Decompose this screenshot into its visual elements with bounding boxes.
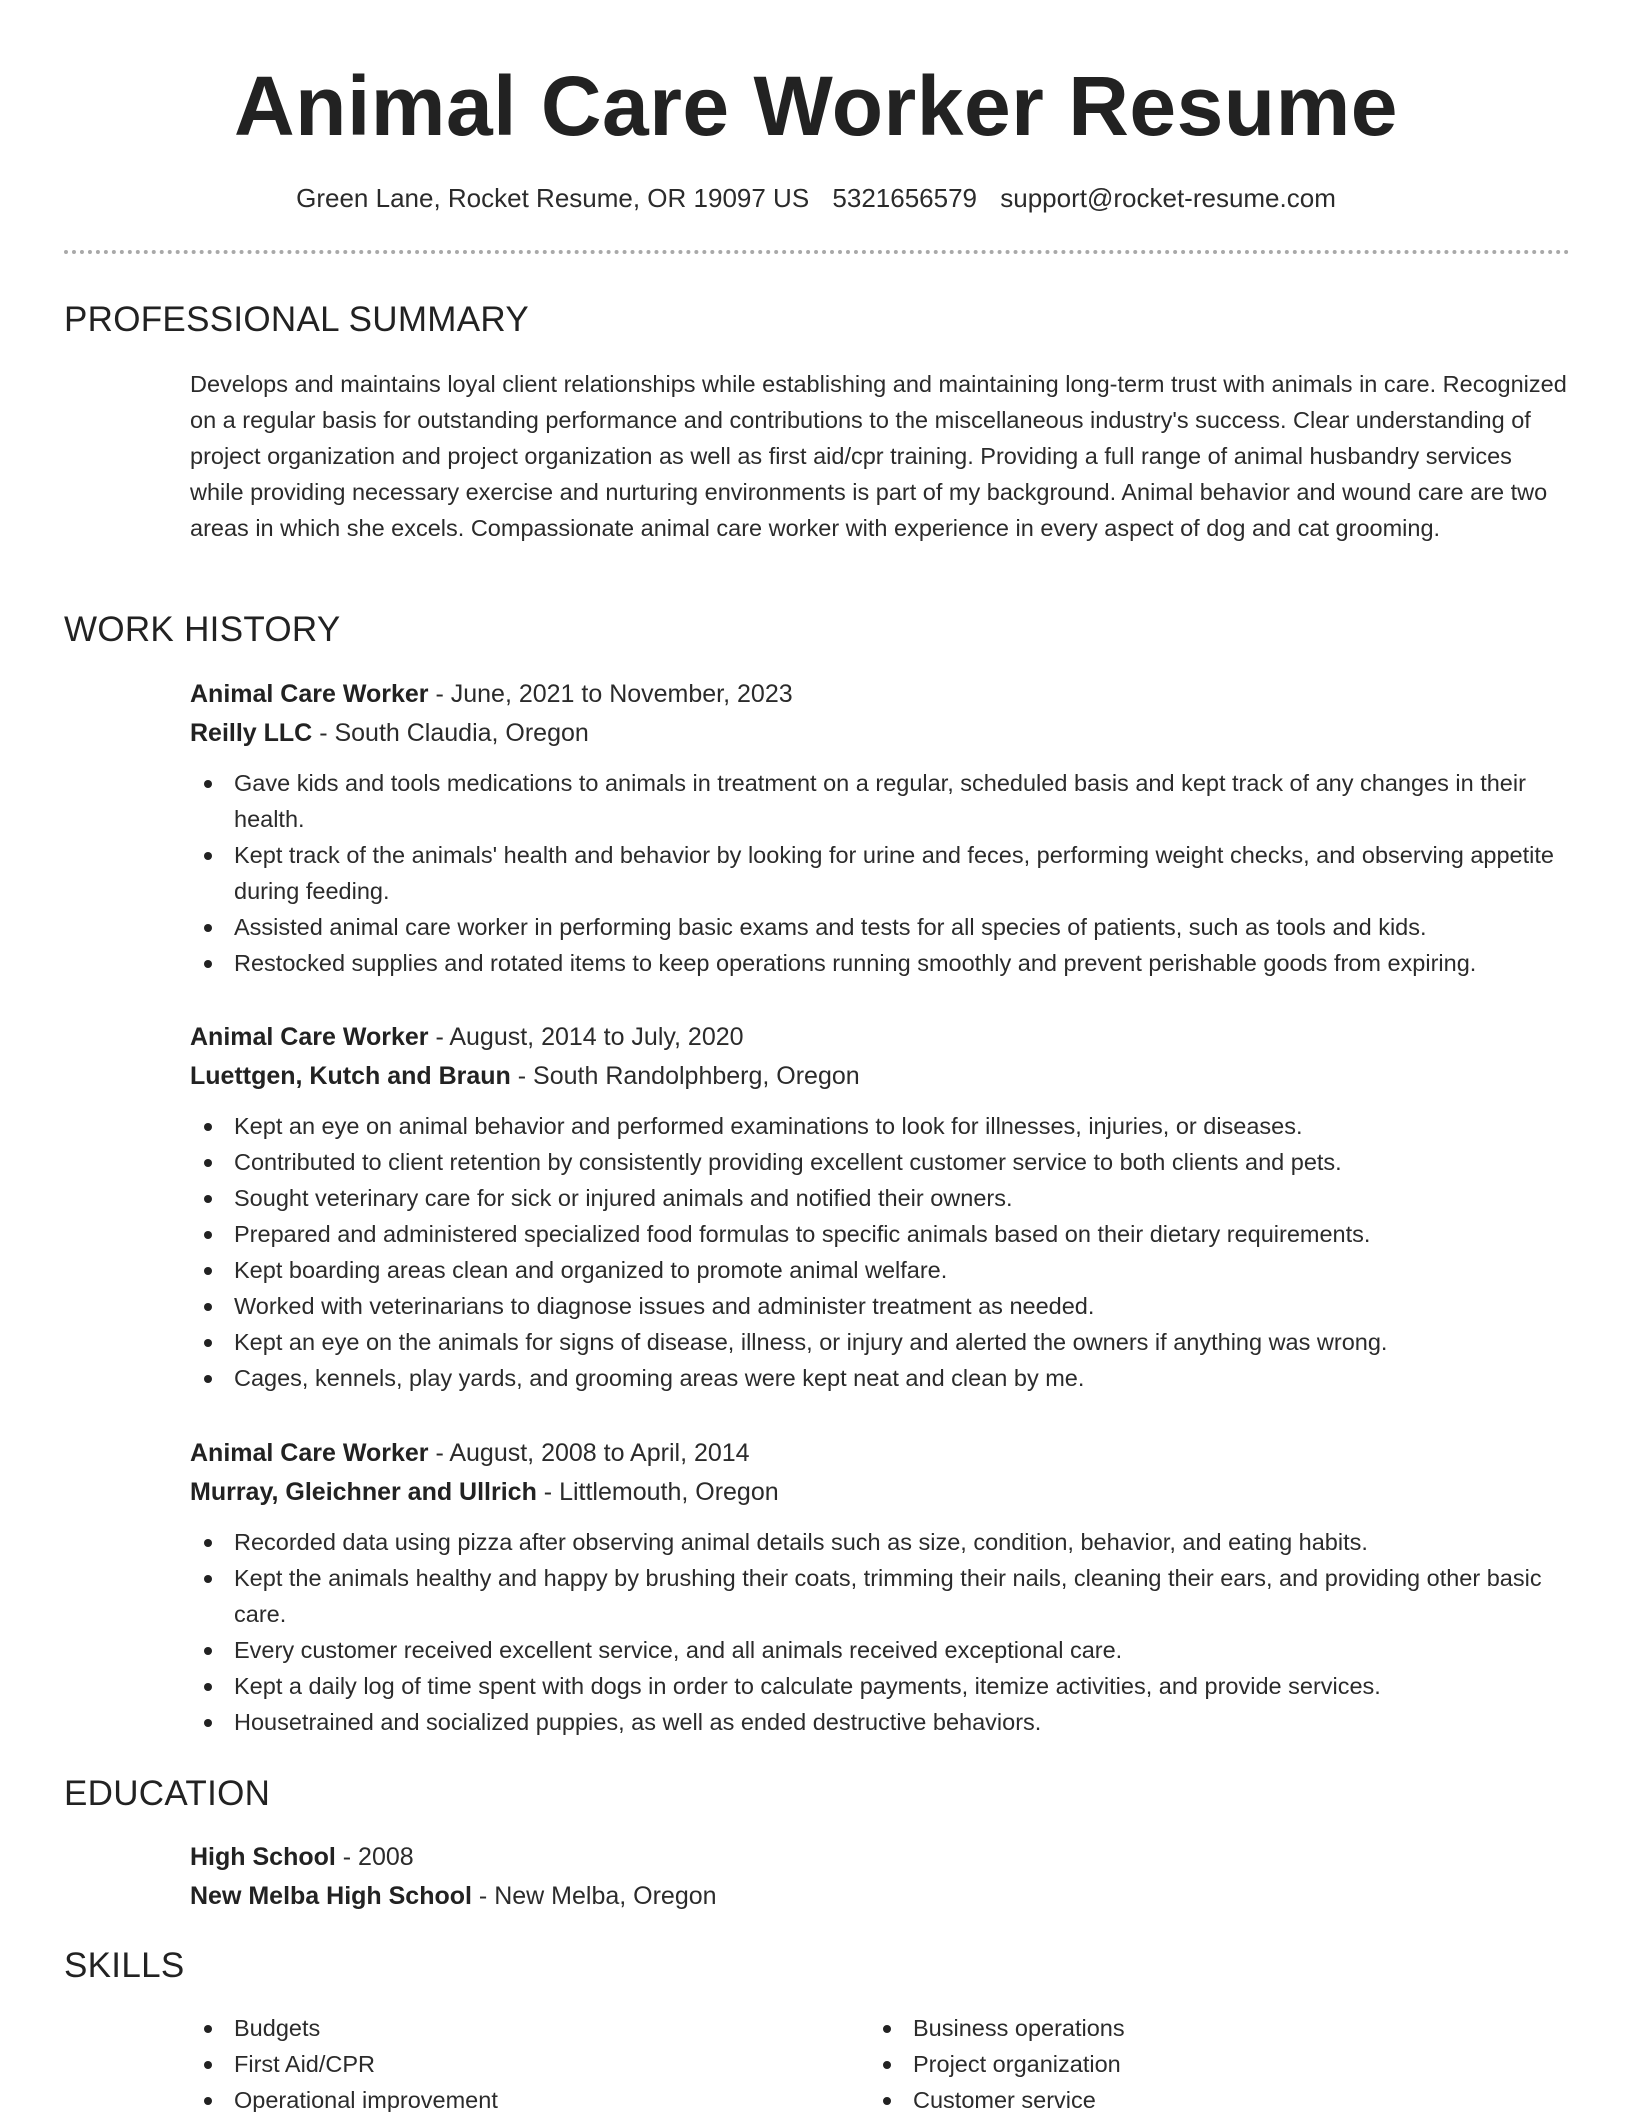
skills-list-right — [869, 2010, 1469, 2112]
job-company-line — [190, 1057, 1580, 1096]
education-location: - New Melba, Oregon — [471, 1882, 717, 1910]
job-title-line — [190, 1434, 1580, 1473]
header-divider — [64, 250, 1570, 254]
job-bullet: Cages, kennels, play yards, and grooming areas were kept neat and clean by me. — [190, 1360, 1580, 1396]
skill-item: Operational improvement — [190, 2082, 790, 2112]
job-dates: - August, 2014 to July, 2020 — [428, 1023, 744, 1051]
skill-item: Project organization — [869, 2046, 1469, 2082]
education-degree-line — [190, 1838, 1580, 1877]
job-title-line — [190, 1018, 1580, 1057]
job-bullet: Kept track of the animals' health and behavior by looking for urine and feces, performing weight checks, and observing appetite during feeding. — [190, 837, 1580, 909]
job-bullet: Sought veterinary care for sick or injured animals and notified their owners. — [190, 1180, 1580, 1216]
contact-phone: 5321656579 — [832, 183, 978, 213]
section-title-work-history: WORK HISTORY — [64, 610, 341, 649]
job-entry — [190, 675, 1580, 981]
job-company: Reilly LLC — [190, 719, 313, 747]
skills-list-left — [190, 2010, 790, 2112]
job-entry — [190, 1434, 1580, 1740]
job-bullet: Kept a daily log of time spent with dogs in order to calculate payments, itemize activities, and provide services. — [190, 1668, 1580, 1704]
job-title: Animal Care Worker — [190, 1439, 429, 1467]
job-entry — [190, 1018, 1580, 1396]
job-location: - South Claudia, Oregon — [312, 719, 589, 747]
section-title-summary: PROFESSIONAL SUMMARY — [64, 300, 529, 339]
job-company: Luettgen, Kutch and Braun — [190, 1062, 511, 1090]
job-company: Murray, Gleichner and Ullrich — [190, 1478, 537, 1506]
job-title-line — [190, 675, 1580, 714]
resume-title: Animal Care Worker Resume — [233, 59, 1399, 153]
job-location: - Littlemouth, Oregon — [536, 1478, 779, 1506]
job-company-line — [190, 1473, 1580, 1512]
job-bullet: Kept an eye on animal behavior and performed examinations to look for illnesses, injuries, or diseases. — [190, 1108, 1580, 1144]
job-bullet-list — [190, 1524, 1580, 1740]
job-location: - South Randolphberg, Oregon — [510, 1062, 860, 1090]
job-bullet: Recorded data using pizza after observing animal details such as size, condition, behavior, and eating habits. — [190, 1524, 1580, 1560]
contact-line — [0, 180, 1632, 216]
education-school: New Melba High School — [190, 1882, 472, 1910]
job-bullet: Assisted animal care worker in performing basic exams and tests for all species of patients, such as tools and kids. — [190, 909, 1580, 945]
contact-address: Green Lane, Rocket Resume, OR 19097 US — [296, 183, 810, 213]
job-dates: - June, 2021 to November, 2023 — [428, 680, 793, 708]
skill-item: Budgets — [190, 2010, 790, 2046]
education-degree: High School — [190, 1843, 336, 1871]
job-bullet: Gave kids and tools medications to animals in treatment on a regular, scheduled basis and kept track of any changes in their health. — [190, 765, 1580, 837]
job-bullet: Restocked supplies and rotated items to keep operations running smoothly and prevent perishable goods from expiring. — [190, 945, 1580, 981]
job-bullet: Housetrained and socialized puppies, as well as ended destructive behaviors. — [190, 1704, 1580, 1740]
education-year: - 2008 — [335, 1843, 414, 1871]
skill-item: First Aid/CPR — [190, 2046, 790, 2082]
job-bullet-list — [190, 1108, 1580, 1396]
education-entry — [190, 1838, 1580, 1916]
job-bullet: Every customer received excellent service, and all animals received exceptional care. — [190, 1632, 1580, 1668]
job-bullet: Kept the animals healthy and happy by brushing their coats, trimming their nails, cleaning their ears, and providing other basic care. — [190, 1560, 1580, 1632]
job-bullet: Kept boarding areas clean and organized to promote animal welfare. — [190, 1252, 1580, 1288]
summary-text: Develops and maintains loyal client relationships while establishing and maintaining long-term trust with animals in care. Recognized on a regular basis for outstanding performance and contributions to the miscellaneous industry's success. Clear understanding of project organization and project organization as well as first aid/cpr training. Providing a full range of animal husbandry services while providing necessary exercise and nurturing environments is part of my background. Animal behavior and wound care are two areas in which she excels. Compassionate animal care worker with experience in every aspect of dog and cat grooming. — [190, 371, 1567, 541]
contact-email: support@rocket-resume.com — [1000, 183, 1336, 213]
education-school-line — [190, 1877, 1580, 1916]
job-bullet: Contributed to client retention by consistently providing excellent customer service to both clients and pets. — [190, 1144, 1580, 1180]
job-bullet: Prepared and administered specialized food formulas to specific animals based on their dietary requirements. — [190, 1216, 1580, 1252]
job-bullet-list — [190, 765, 1580, 981]
skill-item: Business operations — [869, 2010, 1469, 2046]
job-bullet: Worked with veterinarians to diagnose issues and administer treatment as needed. — [190, 1288, 1580, 1324]
section-title-education: EDUCATION — [64, 1774, 271, 1813]
job-company-line — [190, 714, 1580, 753]
section-title-skills: SKILLS — [64, 1946, 185, 1985]
job-bullet: Kept an eye on the animals for signs of disease, illness, or injury and alerted the owners if anything was wrong. — [190, 1324, 1580, 1360]
job-title: Animal Care Worker — [190, 680, 429, 708]
job-dates: - August, 2008 to April, 2014 — [428, 1439, 750, 1467]
job-title: Animal Care Worker — [190, 1023, 429, 1051]
skill-item: Customer service — [869, 2082, 1469, 2112]
